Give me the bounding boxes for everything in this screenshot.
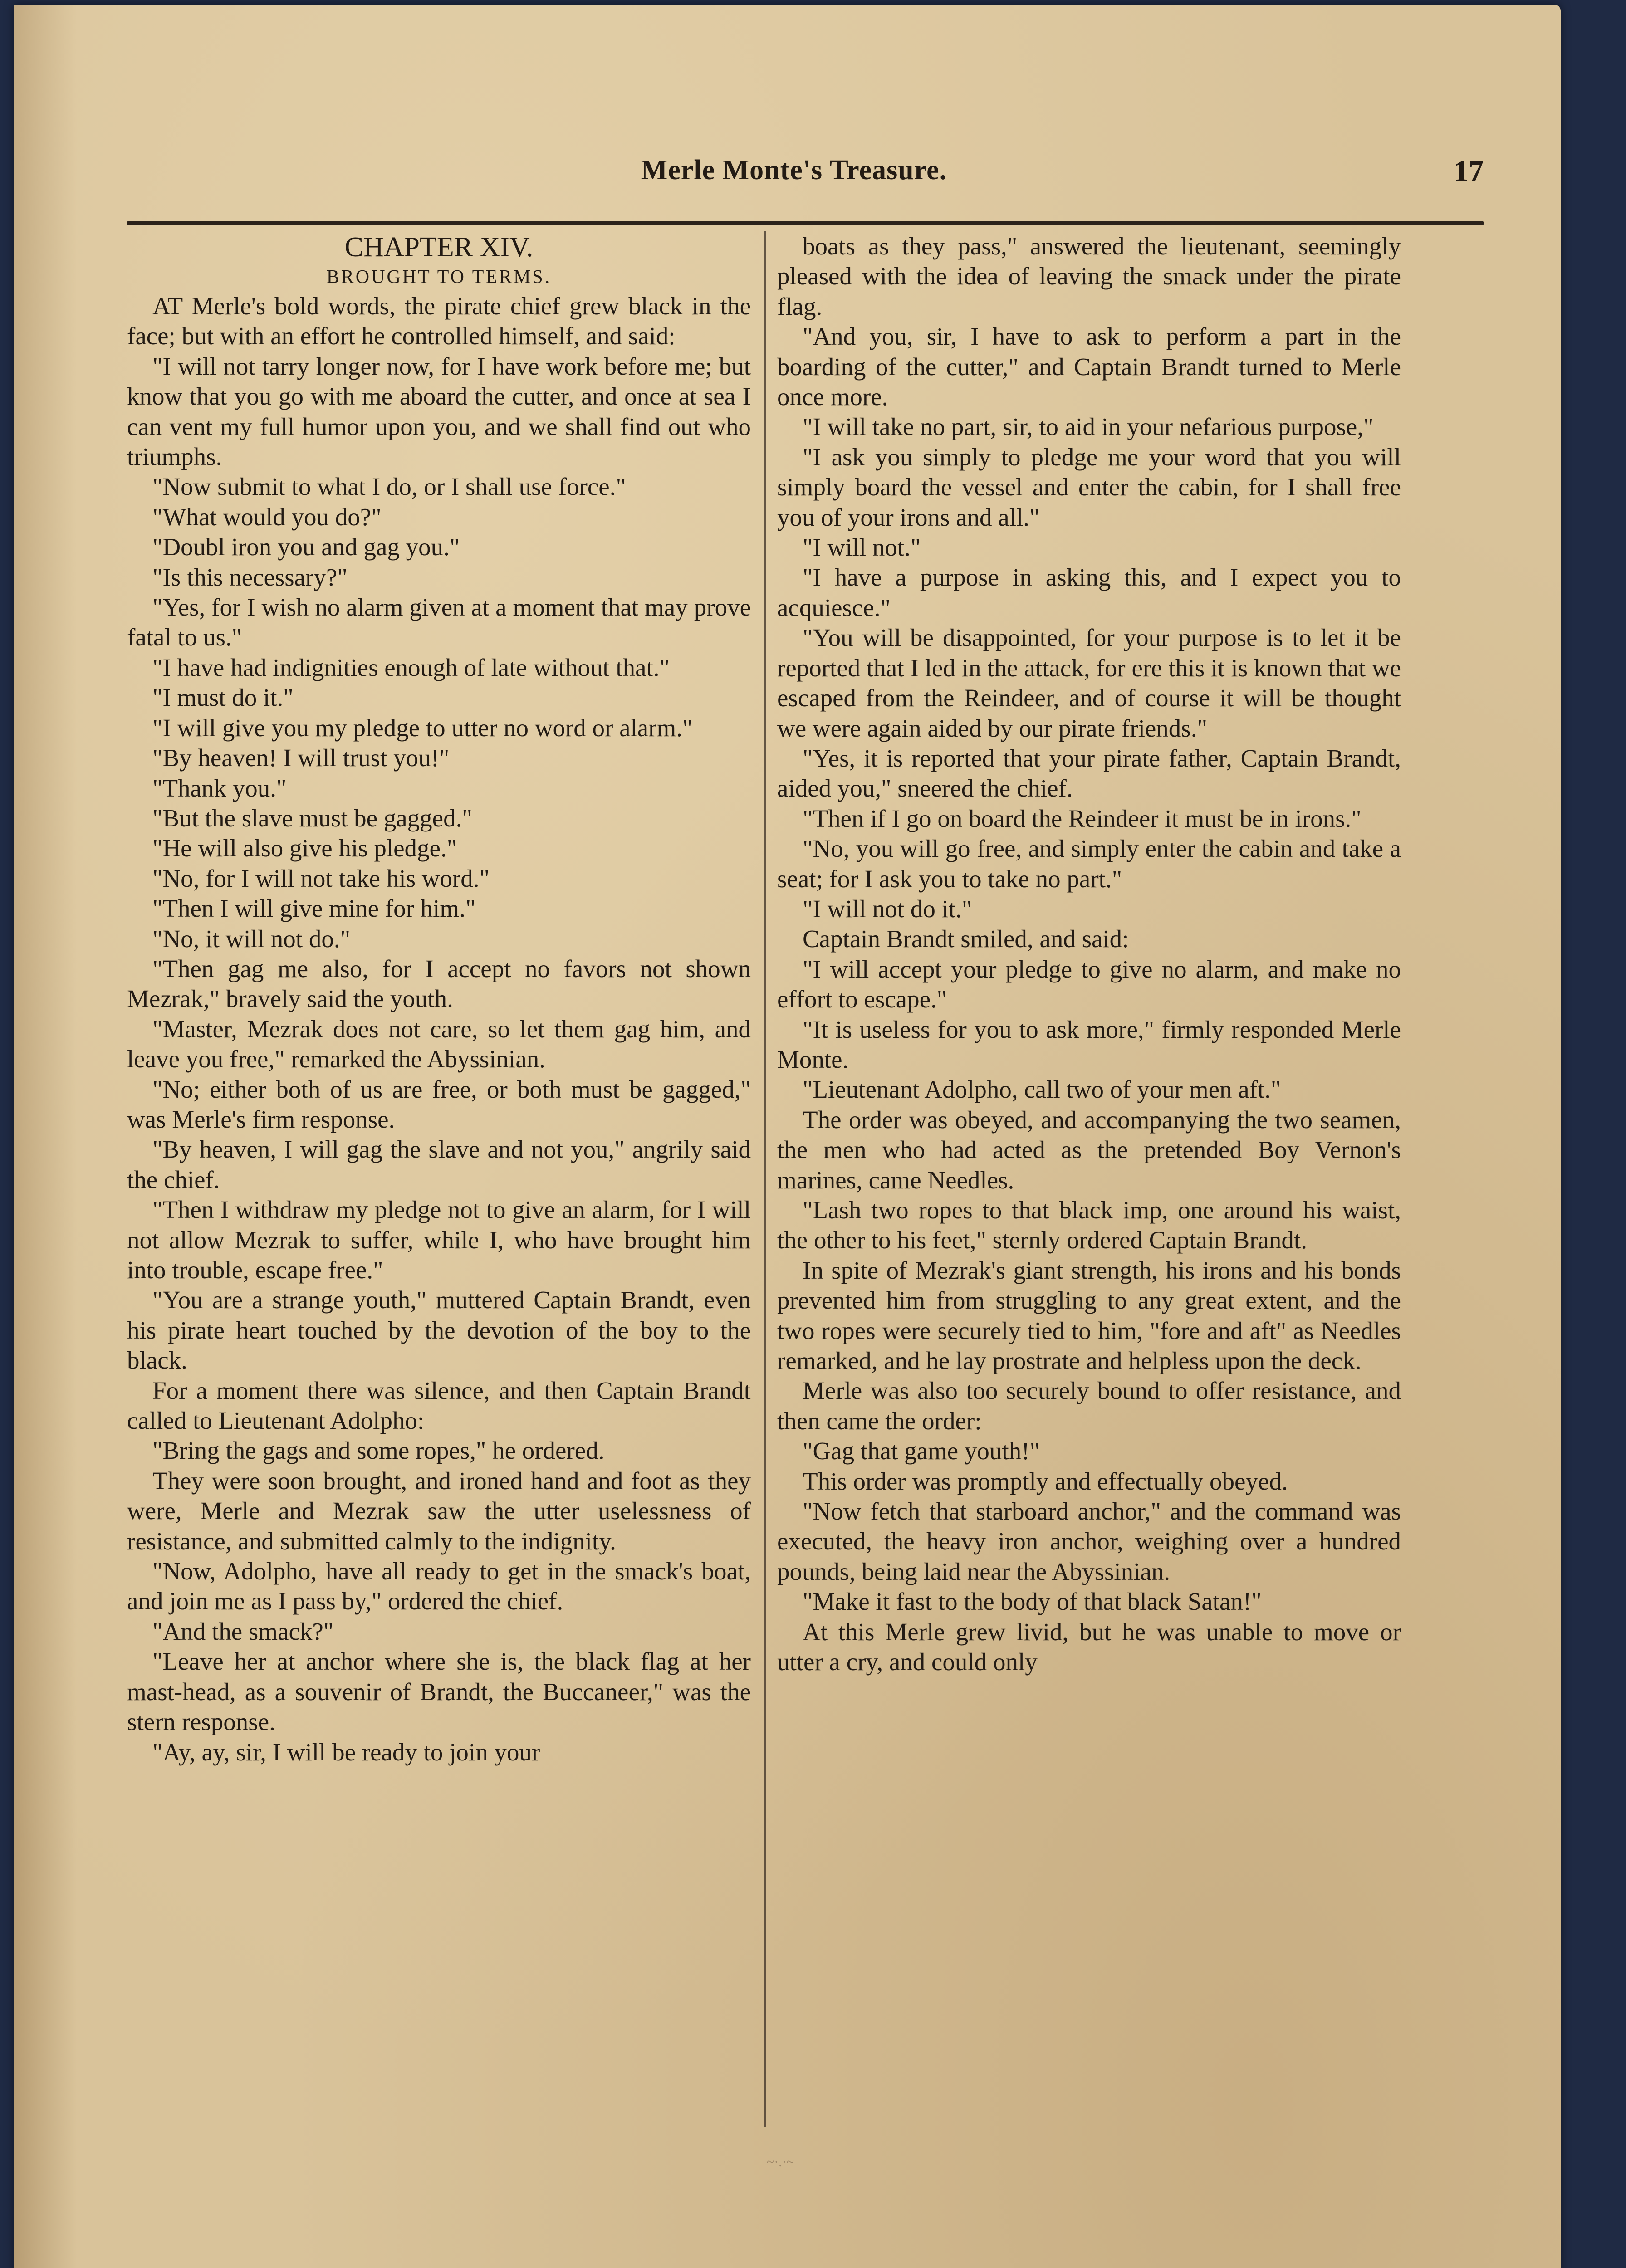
paragraph: "No, you will go free, and simply enter the cabin and take a seat; for I ask you to take no part." xyxy=(777,835,1401,893)
paragraph: "I must do it." xyxy=(152,684,294,712)
paragraph: "By heaven! I will trust you!" xyxy=(152,744,450,772)
paragraph: "Bring the gags and some ropes," he ordered. xyxy=(152,1437,605,1465)
ink-smudge: ~·.·~ xyxy=(767,2155,794,2170)
paragraph: At this Merle grew livid, but he was unable to move or utter a cry, and could only xyxy=(777,1618,1401,1676)
right-column xyxy=(777,231,1401,1677)
left-column xyxy=(127,231,751,1767)
paragraph: "But the slave must be gagged." xyxy=(152,804,472,832)
paragraph: boats as they pass," answered the lieutenant, seemingly pleased with the idea of leaving the smack under the pirate flag. xyxy=(777,232,1401,320)
paragraph: For a moment there was silence, and then Captain Brandt called to Lieutenant Adolpho: xyxy=(127,1376,751,1435)
paragraph: In spite of Mezrak's giant strength, his irons and his bonds prevented him from struggling to any great extent, and the two ropes were securely tied to him, "fore and aft" as Needles remarked, and he lay prostrate and helpless upon the deck. xyxy=(777,1256,1401,1375)
chapter-title: CHAPTER XIV. xyxy=(344,232,534,263)
paragraph: AT Merle's bold words, the pirate chief grew black in the face; but with an effort he controlled himself, and said: xyxy=(127,292,751,350)
paragraph: "Make it fast to the body of that black Satan!" xyxy=(803,1588,1262,1616)
paragraph: "And the smack?" xyxy=(152,1617,334,1645)
page-header xyxy=(104,154,1484,204)
page-number: 17 xyxy=(1454,155,1484,188)
paragraph: "Lash two ropes to that black imp, one around his waist, the other to his feet," sternly ordered Captain Brandt. xyxy=(777,1196,1401,1254)
paragraph: "Is this necessary?" xyxy=(152,563,348,591)
paragraph: Captain Brandt smiled, and said: xyxy=(803,925,1129,953)
paragraph: Merle was also too securely bound to offer resistance, and then came the order: xyxy=(777,1377,1401,1435)
paragraph: "I will not tarry longer now, for I have work before me; but know that you go with me aboard the cutter, and once at sea I can vent my full humor upon you, and we shall find out who triumphs. xyxy=(127,352,751,471)
paragraph: "Gag that game youth!" xyxy=(803,1437,1040,1465)
book-page xyxy=(14,5,1561,2268)
paragraph: "You are a strange youth," muttered Captain Brandt, even his pirate heart touched by the devotion of the boy to the black. xyxy=(127,1286,751,1374)
paragraph: "No; either both of us are free, or both must be gagged," was Merle's firm response. xyxy=(127,1075,751,1133)
paragraph: "Leave her at anchor where she is, the black flag at her mast-head, as a souvenir of Brandt, the Buccaneer," was the stern response. xyxy=(127,1647,751,1736)
paragraph: "Thank you." xyxy=(152,774,287,802)
paragraph: "Now fetch that starboard anchor," and the command was executed, the heavy iron anchor, weighing over a hundred pounds, being laid near the Abyssinian. xyxy=(777,1497,1401,1585)
paragraph: "I will accept your pledge to give no alarm, and make no effort to escape." xyxy=(777,955,1401,1013)
paragraph: "It is useless for you to ask more," firmly responded Merle Monte. xyxy=(777,1015,1401,1073)
paragraph: "Now submit to what I do, or I shall use force." xyxy=(152,473,626,501)
paragraph: "You will be disappointed, for your purpose is to let it be reported that I led in the attack, for ere this it is known that we escaped from the Reindeer, and of course it will be thought we were again aided by our pirate friends." xyxy=(777,624,1401,742)
paragraph: "Then I withdraw my pledge not to give an alarm, for I will not allow Mezrak to suffer, while I, who have brought him into trouble, escape free." xyxy=(127,1196,751,1284)
paragraph: "I have a purpose in asking this, and I expect you to acquiesce." xyxy=(777,563,1401,621)
paragraph: "I have had indignities enough of late without that." xyxy=(152,653,670,681)
paragraph: "Ay, ay, sir, I will be ready to join your xyxy=(152,1738,540,1766)
paragraph: "And you, sir, I have to ask to perform a part in the boarding of the cutter," and Captain Brandt turned to Merle once more. xyxy=(777,323,1401,411)
paragraph: "I will give you my pledge to utter no word or alarm." xyxy=(152,714,693,742)
paragraph: "I will take no part, sir, to aid in your nefarious purpose," xyxy=(803,413,1374,441)
paragraph: "No, it will not do." xyxy=(152,924,351,953)
right-column-text xyxy=(777,231,1401,1677)
paragraph: "Then gag me also, for I accept no favors not shown Mezrak," bravely said the youth. xyxy=(127,954,751,1013)
paragraph: "Then if I go on board the Reindeer it must be in irons." xyxy=(803,804,1362,832)
paragraph: "Yes, it is reported that your pirate father, Captain Brandt, aided you," sneered the chief. xyxy=(777,744,1401,802)
paragraph: The order was obeyed, and accompanying the two seamen, the men who had acted as the pretended Boy Vernon's marines, came Needles. xyxy=(777,1105,1401,1194)
paragraph: "Master, Mezrak does not care, so let them gag him, and leave you free," remarked the Abyssinian. xyxy=(127,1015,751,1073)
column-divider xyxy=(764,231,766,2127)
paragraph: "I will not." xyxy=(803,533,921,562)
chapter-subtitle: BROUGHT TO TERMS. xyxy=(326,267,552,288)
paragraph: "Doubl iron you and gag you." xyxy=(152,533,460,561)
paragraph: This order was promptly and effectually obeyed. xyxy=(803,1467,1288,1495)
paragraph: "Then I will give mine for him." xyxy=(152,894,476,923)
paragraph: "Yes, for I wish no alarm given at a moment that may prove fatal to us." xyxy=(127,593,751,651)
paragraph: "I ask you simply to pledge me your word that you will simply board the vessel and enter the cabin, for I shall free you of your irons and all." xyxy=(777,443,1401,531)
header-rule xyxy=(127,221,1484,225)
paragraph: "I will not do it." xyxy=(803,894,972,923)
paragraph: "By heaven, I will gag the slave and not you," angrily said the chief. xyxy=(127,1135,751,1193)
running-title: Merle Monte's Treasure. xyxy=(641,155,947,186)
left-column-text xyxy=(127,291,751,1767)
paragraph: "What would you do?" xyxy=(152,503,382,531)
paragraph: "He will also give his pledge." xyxy=(152,834,457,862)
paragraph: "No, for I will not take his word." xyxy=(152,864,490,892)
paragraph: "Lieutenant Adolpho, call two of your men aft." xyxy=(803,1075,1281,1104)
paragraph: They were soon brought, and ironed hand and foot as they were, Merle and Mezrak saw the utter uselessness of resistance, and submitted calmly to the indignity. xyxy=(127,1466,751,1555)
paragraph: "Now, Adolpho, have all ready to get in the smack's boat, and join me as I pass by," ordered the chief. xyxy=(127,1557,751,1615)
